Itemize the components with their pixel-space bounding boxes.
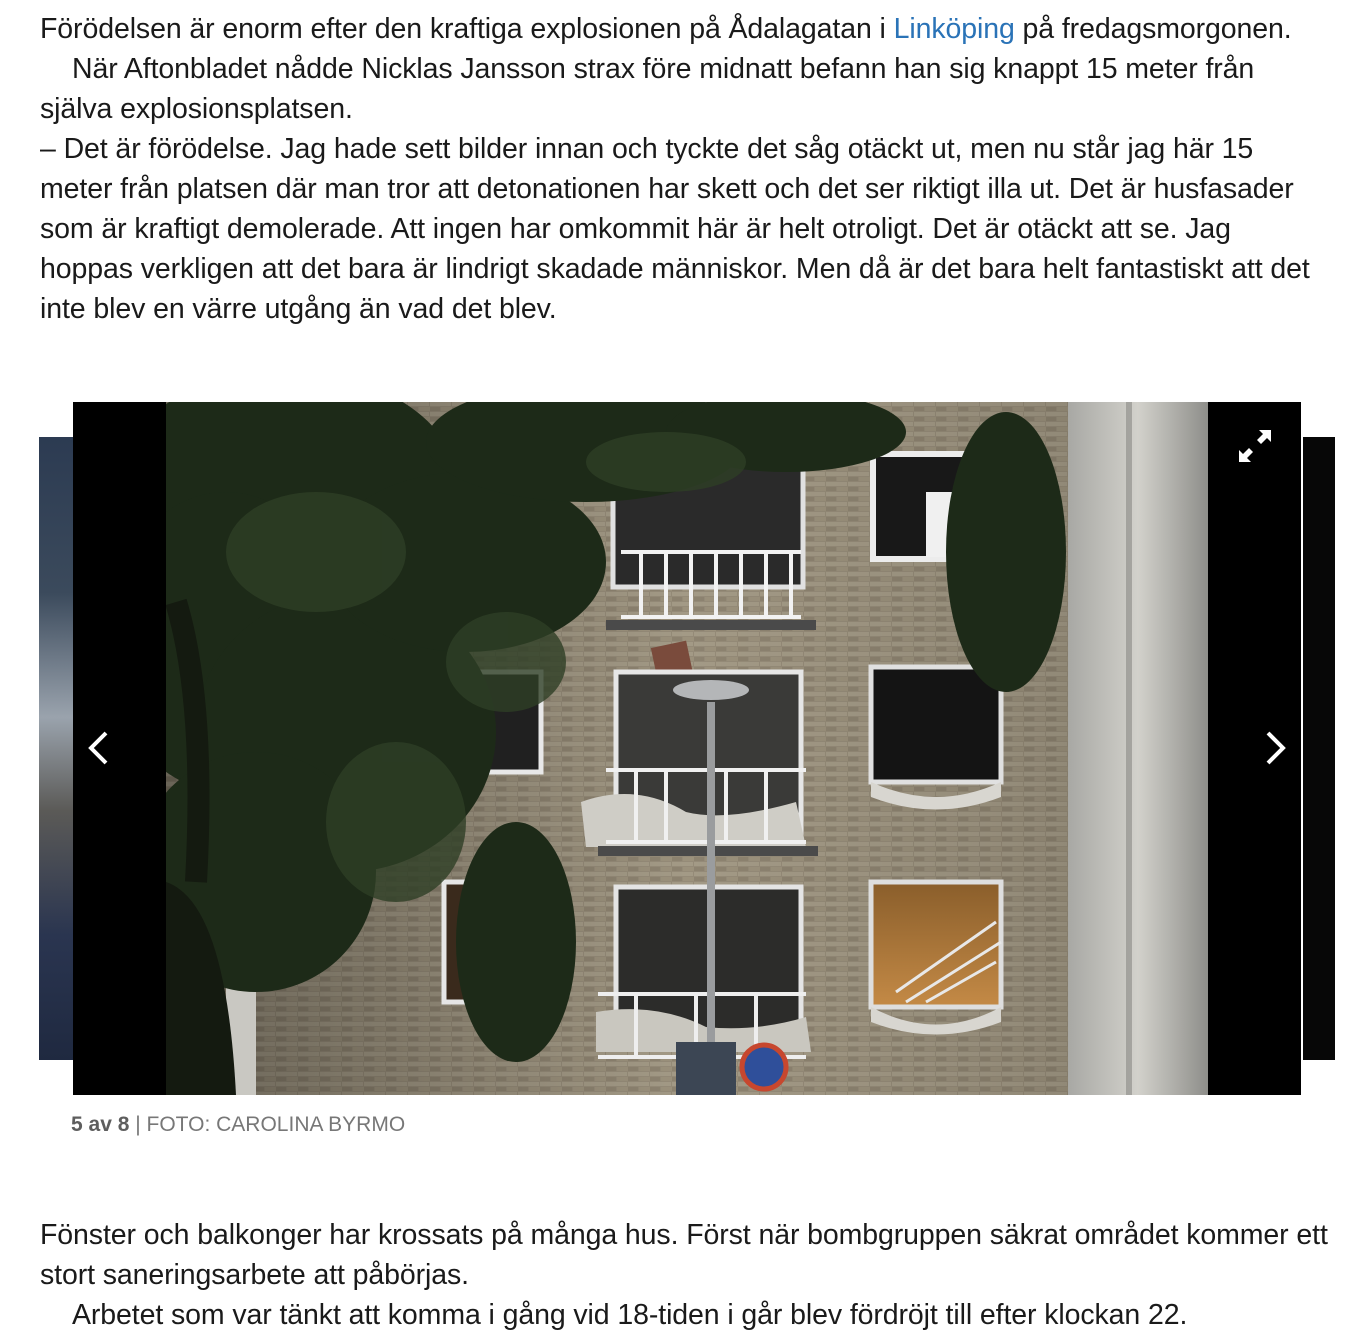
chevron-left-icon	[86, 730, 110, 766]
gallery-frame	[73, 402, 1301, 1095]
next-image-preview[interactable]	[1303, 437, 1335, 1060]
photo-credit: FOTO: CAROLINA BYRMO	[146, 1113, 406, 1136]
expand-icon	[1237, 428, 1273, 464]
paragraph-5: Arbetet som var tänkt att komma i gång vid 18-tiden i går blev fördröjt till efter klockan 22.	[72, 1299, 1188, 1331]
next-image-button[interactable]	[1251, 713, 1301, 783]
paragraph-1-text-end: på fredagsmorgonen.	[1014, 13, 1292, 45]
chevron-right-icon	[1264, 730, 1288, 766]
paragraph-2: När Aftonbladet nådde Nicklas Jansson strax före midnatt befann han sig knappt 15 meter från själva explosionsplatsen.	[40, 53, 1255, 125]
paragraph-3-quote: – Det är förödelse. Jag hade sett bilder innan och tyckte det såg otäckt ut, men nu står jag här 15 meter från platsen där man tror att detonationen har skett och det ser riktigt illa ut. Det är husfasader som är kraftigt demolerade. Att ingen har omkommit här är helt otroligt. Det är otäckt att se. Jag hoppas verkligen att det bara är lindrigt skadade människor. Men då är det bara helt fantastiskt att det inte blev en värre utgång än vad det blev.	[40, 133, 1310, 325]
image-gallery	[0, 402, 1347, 1095]
damaged-building-photo	[166, 402, 1208, 1095]
paragraph-1	[40, 9, 1330, 49]
paragraph-1-text-start: Förödelsen är enorm efter den kraftiga explosionen på Ådalagatan i	[40, 13, 894, 45]
gallery-counter: 5 av 8	[71, 1113, 130, 1136]
linkoping-link[interactable]: Linköping	[893, 13, 1015, 45]
paragraph-4: Fönster och balkonger har krossats på många hus. Först när bombgruppen säkrat området kommer ett stort saneringsarbete att påbörjas.	[40, 1219, 1328, 1291]
photo-caption	[71, 1111, 405, 1139]
previous-image-preview[interactable]	[39, 437, 73, 1060]
fullscreen-button[interactable]	[1233, 424, 1277, 468]
article-body-top	[40, 9, 1330, 329]
previous-image-button[interactable]	[73, 713, 123, 783]
caption-separator: |	[129, 1113, 147, 1136]
article-body-bottom	[40, 1215, 1330, 1335]
gallery-photo	[166, 402, 1208, 1095]
